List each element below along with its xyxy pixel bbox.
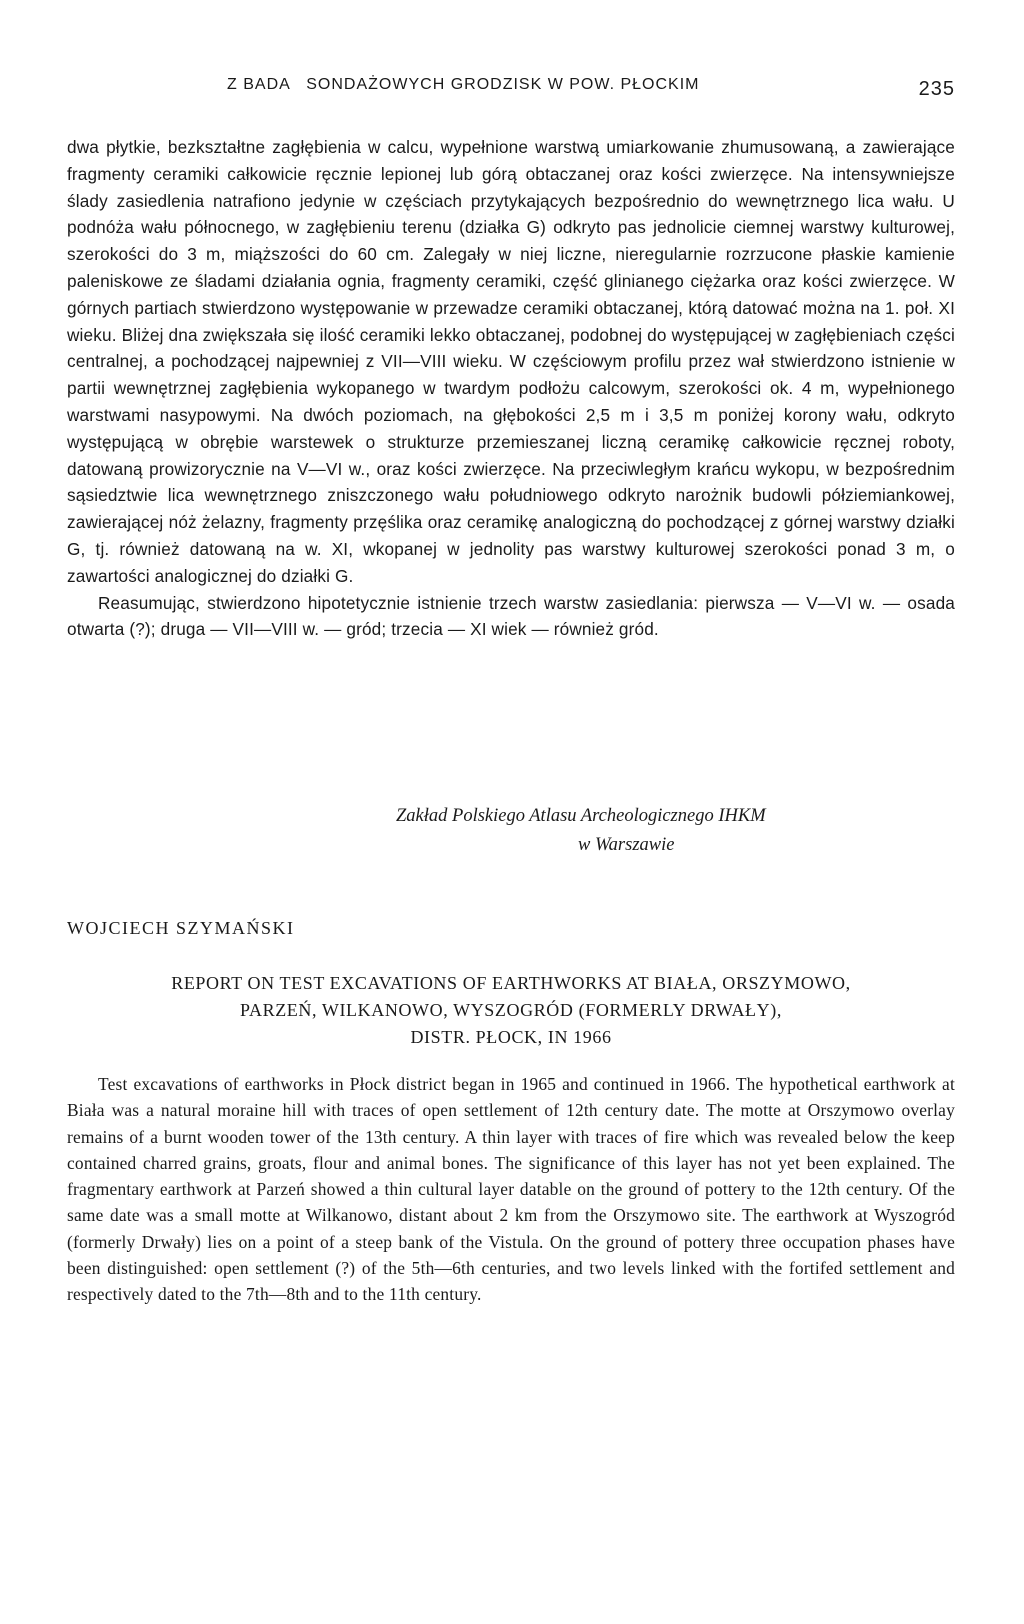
- english-summary: [67, 1071, 955, 1308]
- running-head-title: Z BADA SONDAŻOWYCH GRODZISK W POW. PŁOCKIM: [227, 76, 700, 93]
- polish-summary-paragraph: Reasumując, stwierdzono hipotetycznie istnienie trzech warstw zasiedlania: pierwsza — V—VI w. — osada otwarta (?); druga — VII—VIII w. — gród; trzecia — XI wiek — również gród.: [67, 592, 955, 640]
- report-title-line-1: REPORT ON TEST EXCAVATIONS OF EARTHWORKS AT BIAŁA, ORSZYMOWO,: [171, 973, 851, 993]
- report-title-line-3: DISTR. PŁOCK, IN 1966: [410, 1027, 612, 1047]
- author-name: WOJCIECH SZYMAŃSKI: [67, 918, 295, 938]
- english-summary-paragraph: Test excavations of earthworks in Płock district began in 1965 and continued in 1966. The hypothetical earthwork at Biała was a natural moraine hill with traces of open settlement of 12th century date. The motte at Orszymowo overlay remains of a burnt wooden tower of the 13th century. A thin layer with traces of fire which was revealed below the keep contained charred grains, groats, flour and animal bones. The significance of this layer has not yet been explained. The fragmentary earthwork at Parzeń showed a thin cultural layer datable on the ground of pottery to the 12th century. Of the same date was a small motte at Wilkanowo, distant about 2 km from the Orszymowo site. The earthwork at Wyszogród (formerly Drwały) lies on a point of a steep bank of the Vistula. On the ground of pottery three occupation phases have been distinguished: open settlement (?) of the 5th—6th centuries, and two levels linked with the fortifed settlement and respectively dated to the 7th—8th and to the 11th century.: [67, 1074, 955, 1305]
- institution-name: Zakład Polskiego Atlasu Archeologicznego IHKM: [396, 806, 766, 826]
- institution-affiliation: [67, 802, 955, 860]
- page-number: 235: [918, 78, 955, 100]
- journal-page: [67, 0, 955, 1624]
- running-head: [67, 72, 955, 112]
- polish-paragraph: dwa płytkie, bezkształtne zagłębienia w calcu, wypełnione warstwą umiarkowanie zhumusowaną, a zawierające fragmenty ceramiki całkowicie ręcznie lepionej lub górą obtaczanej oraz kości zwierzęce. Na intensywniejsze ślady zasiedlenia natrafiono jedynie w częściach przytykających bezpośrednio do wewnętrznego lica wału. U podnóża wału północnego, w zagłębieniu terenu (działka G) odkryto pas jednolicie ciemnej warstwy kulturowej, szerokości do 3 m, miąższości do 60 cm. Zalegały w niej liczne, nieregularnie rozrzucone płaskie kamienie paleniskowe ze śladami działania ognia, fragmenty ceramiki, część glinianego ciężarka oraz kości zwierzęce. W górnych partiach stwierdzono występowanie w przewadze ceramiki obtaczanej, którą datować można na 1. poł. XI wieku. Bliżej dna zwiększała się ilość ceramiki lekko obtaczanej, podobnej do występującej w zagłębieniach części centralnej, a pochodzącej najpewniej z VII—VIII wieku. W częściowym profilu przez wał stwierdzono istnienie w partii wewnętrznej zagłębienia wykopanego w twardym podłożu calcowym, szerokości ok. 4 m, wypełnionego warstwami nasypowymi. Na dwóch poziomach, na głębokości 2,5 m i 3,5 m poniżej korony wału, odkryto występującą w obrębie warstewek o strukturze przemieszanej liczną ceramikę całkowicie ręcznej roboty, datowaną prowizorycznie na V—VI w., oraz kości zwierzęce. Na przeciwległym krańcu wykopu, w bezpośrednim sąsiedztwie lica wewnętrznego zniszczonego wału południowego odkryto narożnik budowli półziemiankowej, zawierającej nóż żelazny, fragmenty przęślika oraz ceramikę analogiczną do pochodzącej z górnej warstwy działki G, tj. również datowaną na w. XI, wkopanej w jednolity pas warstwy kulturowej szerokości ponad 3 m, o zawartości analogicznej do działki G.: [67, 137, 955, 586]
- report-title-line-2: PARZEŃ, WILKANOWO, WYSZOGRÓD (FORMERLY DRWAŁY),: [240, 1000, 782, 1020]
- report-title: [67, 970, 955, 1051]
- institution-city: w Warszawie: [578, 835, 675, 855]
- polish-body-text: [67, 134, 955, 643]
